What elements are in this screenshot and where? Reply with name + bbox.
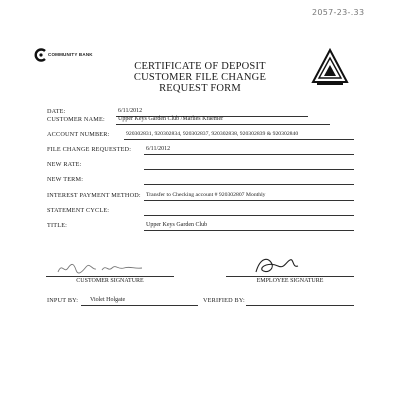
form-title-line-1: CERTIFICATE OF DEPOSIT xyxy=(134,61,266,72)
interest-payment-method-value: Transfer to Checking account # 920302807 Monthly xyxy=(146,192,266,198)
input-by-label: INPUT BY: xyxy=(47,297,79,304)
form-title xyxy=(110,61,290,94)
new-term-line xyxy=(144,184,354,185)
new-rate-label: NEW RATE: xyxy=(47,161,82,168)
form-title-line-2: CUSTOMER FILE CHANGE xyxy=(133,72,267,83)
input-by-line xyxy=(81,305,198,306)
customer-signature-caption: CUSTOMER SIGNATURE xyxy=(76,278,144,284)
handwritten-reference-number: 2057-23-.33 xyxy=(312,8,365,17)
date-value: 6/11/2012 xyxy=(118,108,143,114)
file-change-requested-line xyxy=(144,154,354,155)
customer-signature-scribble xyxy=(54,258,149,278)
account-number-label: ACCOUNT NUMBER: xyxy=(47,131,110,138)
employee-signature-caption: EMPLOYEE SIGNATURE xyxy=(256,278,324,284)
customer-name-label: CUSTOMER NAME: xyxy=(47,116,105,123)
form-title-line-3: REQUEST FORM xyxy=(159,83,241,94)
interest-payment-method-label: INTEREST PAYMENT METHOD: xyxy=(47,192,141,199)
customer-name-line xyxy=(116,124,330,125)
statement-cycle-label: STATEMENT CYCLE: xyxy=(47,207,110,214)
customer-signature-line xyxy=(46,276,174,277)
date-label: DATE: xyxy=(47,108,66,115)
account-number-value: 920302831, 920302834, 920302837, 920302838, 920302839 & 920302840 xyxy=(126,131,299,137)
customer-name-value: Upper Keys Garden Club /Marlies Kraemer xyxy=(118,116,224,122)
title-value: Upper Keys Garden Club xyxy=(146,222,208,228)
bank-logo xyxy=(34,48,104,62)
triangle-seal-icon xyxy=(311,48,349,88)
statement-cycle-line xyxy=(144,215,354,216)
file-change-requested-value: 6/11/2012 xyxy=(146,146,171,152)
bank-logo-icon xyxy=(34,48,48,62)
new-rate-line xyxy=(144,169,354,170)
new-term-label: NEW TERM: xyxy=(47,176,84,183)
verified-by-line xyxy=(246,305,354,306)
input-by-value: Violet Holgate xyxy=(90,297,126,303)
file-change-requested-label: FILE CHANGE REQUESTED: xyxy=(47,146,132,153)
verified-by-label: VERIFIED BY: xyxy=(203,297,245,304)
employee-signature-line xyxy=(226,276,354,277)
bank-logo-text: COMMUNITY BANK xyxy=(48,52,93,57)
account-number-line xyxy=(124,139,354,140)
title-label: TITLE: xyxy=(47,222,68,229)
title-line xyxy=(144,230,354,231)
employee-signature-scribble xyxy=(250,254,302,278)
interest-payment-method-line xyxy=(144,200,354,201)
